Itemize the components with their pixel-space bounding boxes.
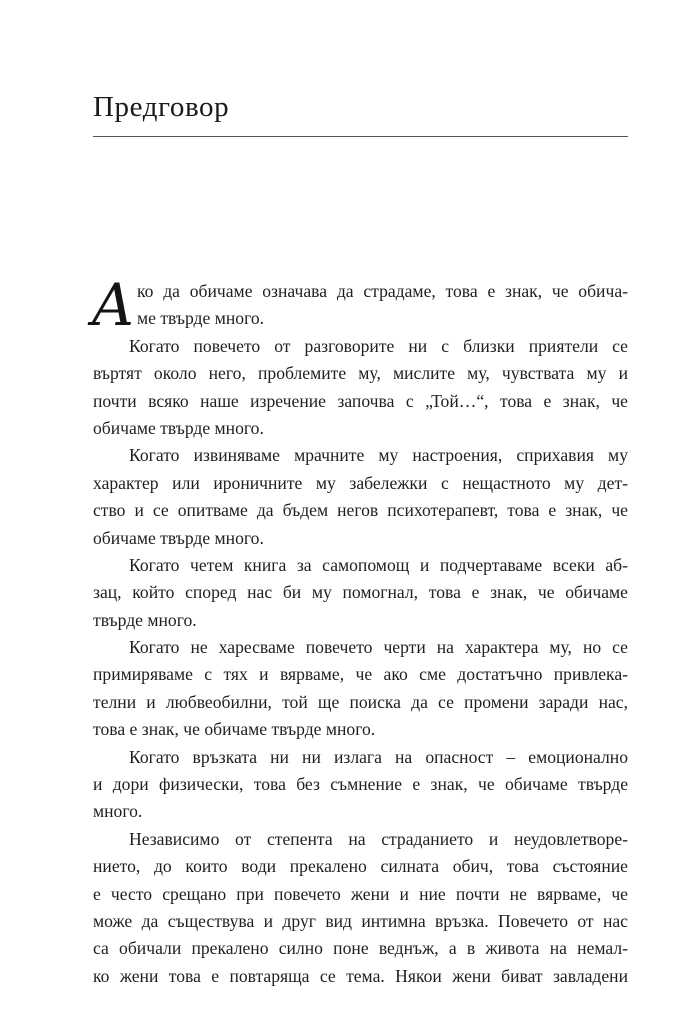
text-line: това е знак, че обичаме твърде много. xyxy=(93,719,376,740)
paragraph xyxy=(93,826,628,990)
text-line: характер или ироничните му забележки с нещастното му дет- xyxy=(93,472,628,493)
text-line: зац, който според нас би му помогнал, това е знак, че обичаме xyxy=(93,582,628,603)
text-line: телни и любвеобилни, той ще поиска да се промени заради нас, xyxy=(93,691,628,712)
text-line: нието, до които води прекалено силната обич, това състояние xyxy=(93,856,628,877)
paragraph xyxy=(91,271,628,339)
text-line: Когато не харесваме повечето черти на характера му, но се xyxy=(129,637,628,658)
title-divider xyxy=(93,136,628,137)
text-line: въртят около него, проблемите му, мислите му, чувствата му и xyxy=(93,363,628,384)
paragraph xyxy=(93,744,628,826)
paragraph xyxy=(93,442,628,552)
chapter-title: Предговор xyxy=(93,91,230,123)
text-line: Независимо от степента на страданието и неудовлетворе- xyxy=(129,828,628,849)
text-line: Когато връзката ни ни излага на опасност – емоционално xyxy=(129,746,628,767)
text-line: и дори физически, това без съмнение е знак, че обичаме твърде xyxy=(93,774,628,795)
text-line: обичаме твърде много. xyxy=(93,527,264,548)
text-line: е често срещано при повечето жени и ние почти не вярваме, че xyxy=(93,883,628,904)
text-line: Когато извиняваме мрачните му настроения, сприхавия му xyxy=(129,445,628,466)
text-line: твърде много. xyxy=(93,609,197,630)
paragraph xyxy=(93,634,628,744)
text-line: Когато повечето от разговорите ни с близки приятели се xyxy=(129,335,628,356)
text-line: ко да обичаме означава да страдаме, това е знак, че обича- xyxy=(137,281,628,301)
text-line: ко жени това е повтаряща се тема. Някои жени биват завладени xyxy=(93,965,628,986)
drop-cap: А xyxy=(91,271,135,339)
chapter-body xyxy=(91,271,628,990)
text-line: са обичали прекалено силно поне веднъж, а в живота на немал- xyxy=(93,938,628,959)
text-line: може да съществува и друг вид интимна връзка. Повечето от нас xyxy=(93,910,628,931)
paragraph xyxy=(93,333,628,443)
text-line: обичаме твърде много. xyxy=(93,417,264,438)
text-line: ме твърде много. xyxy=(137,308,265,329)
paragraph xyxy=(93,552,628,634)
text-line: примиряваме с тях и вярваме, че ако сме достатъчно привлека- xyxy=(93,664,628,685)
text-line: ство и се опитваме да бъдем негов психотерапевт, това е знак, че xyxy=(93,500,628,521)
text-line: Когато четем книга за самопомощ и подчертаваме всеки аб- xyxy=(129,554,628,575)
text-line: много. xyxy=(93,801,143,822)
text-line: почти всяко наше изречение започва с „Той…“, това е знак, че xyxy=(93,390,628,411)
